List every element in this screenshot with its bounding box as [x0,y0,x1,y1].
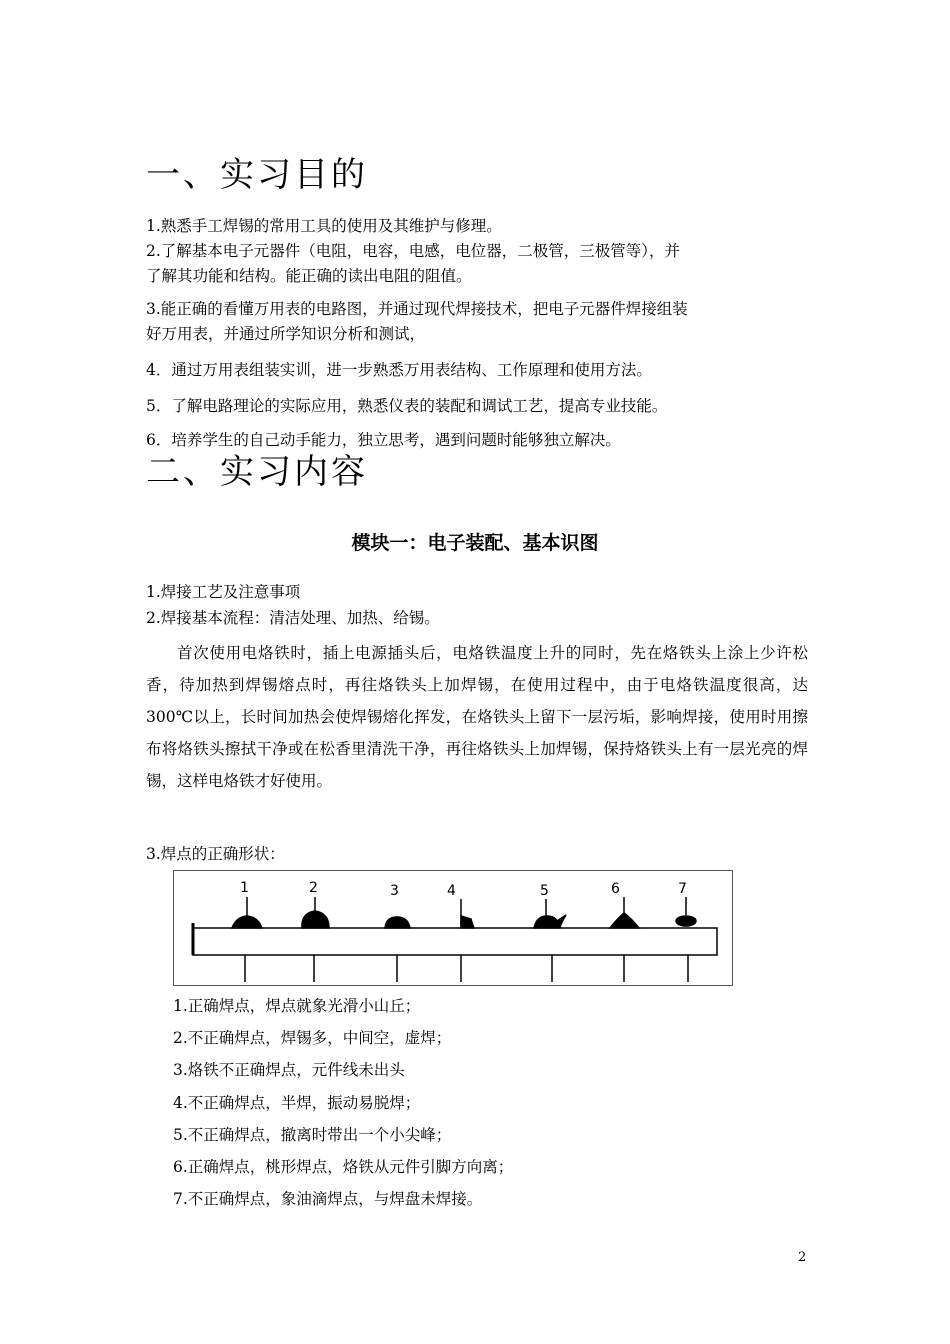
objective-5: 5．了解电路理论的实际应用，熟悉仪表的装配和调试工艺，提高专业技能。 [146,397,668,415]
objective-3-cont: 好万用表，并通过所学知识分析和测试， [146,325,426,343]
content-item-2: 2.焊接基本流程：清洁处理、加热、给锡。 [146,609,440,627]
page-number: 2 [798,1250,807,1265]
section1-title: 一、实习目的 [146,155,368,195]
joint-description-7: 7.不正确焊点，象油滴焊点，与焊盘未焊接。 [173,1190,483,1208]
objective-4: 4．通过万用表组装实训，进一步熟悉万用表结构、工作原理和使用方法。 [146,361,652,379]
joint-label-3: 3 [390,883,399,899]
solder-joint-diagram [174,871,732,985]
solder-joint-4 [461,899,474,928]
solder-joint-3 [385,917,410,928]
objective-6: 6．培养学生的自己动手能力，独立思考，遇到问题时能够独立解决。 [146,431,621,449]
joint-label-4: 4 [447,883,456,899]
joint-label-1: 1 [240,880,249,896]
joint-description-3: 3.烙铁不正确焊点，元件线未出头 [173,1061,405,1079]
joint-description-6: 6.正确焊点，桃形焊点，烙铁从元件引脚方向离； [173,1158,514,1176]
solder-joint-2 [302,897,329,928]
module-title: 模块一：电子装配、基本识图 [351,532,599,554]
joint-label-7: 7 [678,881,687,897]
joint-description-5: 5.不正确焊点，撤离时带出一个小尖峰； [173,1126,452,1144]
solder-joint-5 [534,899,566,928]
content-item-1: 1.焊接工艺及注意事项 [146,583,301,601]
objective-3: 3.能正确的看懂万用表的电路图，并通过现代焊接技术，把电子元器件焊接组装 [146,300,688,318]
joint-description-1: 1.正确焊点，焊点就象光滑小山丘； [173,997,421,1015]
joint-label-5: 5 [540,883,549,899]
objective-2-cont: 了解其功能和结构。能正确的读出电阻的阻值。 [146,267,472,285]
solder-joint-1 [232,897,262,928]
solder-joint-6 [610,897,639,928]
solder-joint-7 [676,897,696,926]
objective-1: 1.熟悉手工焊锡的常用工具的使用及其维护与修理。 [146,217,502,235]
joint-description-4: 4.不正确焊点，半焊，振动易脱焊； [173,1094,421,1112]
soldering-paragraph: 首次使用电烙铁时，插上电源插头后，电烙铁温度上升的同时，先在烙铁头上涂上少许松香，待加热到焊锡熔点时，再往烙铁头上加焊锡，在使用过程中，由于电烙铁温度很高，达 300℃以上，长时间加热会使焊锡熔化挥发，在烙铁头上留下一层污垢，影响焊接，使用时用擦布将烙铁头擦拭干净或在松香里清洗干净，再往烙铁头上加焊锡，保持烙铁头上有一层光亮的焊锡，这样电烙铁才好使用。 [146,644,808,790]
objective-2: 2.了解基本电子元器件（电阻，电容，电感，电位器，二极管，三极管等），并 [146,242,681,260]
component-leads [245,955,688,982]
joint-label-6: 6 [611,881,620,897]
section2-title: 二、实习内容 [146,452,368,492]
solder-joint-figure [173,870,733,986]
content-item-3: 3.焊点的正确形状： [146,845,285,863]
joint-description-2: 2.不正确焊点，焊锡多，中间空，虚焊； [173,1029,452,1047]
circuit-board [193,928,717,955]
joint-label-2: 2 [309,880,318,896]
